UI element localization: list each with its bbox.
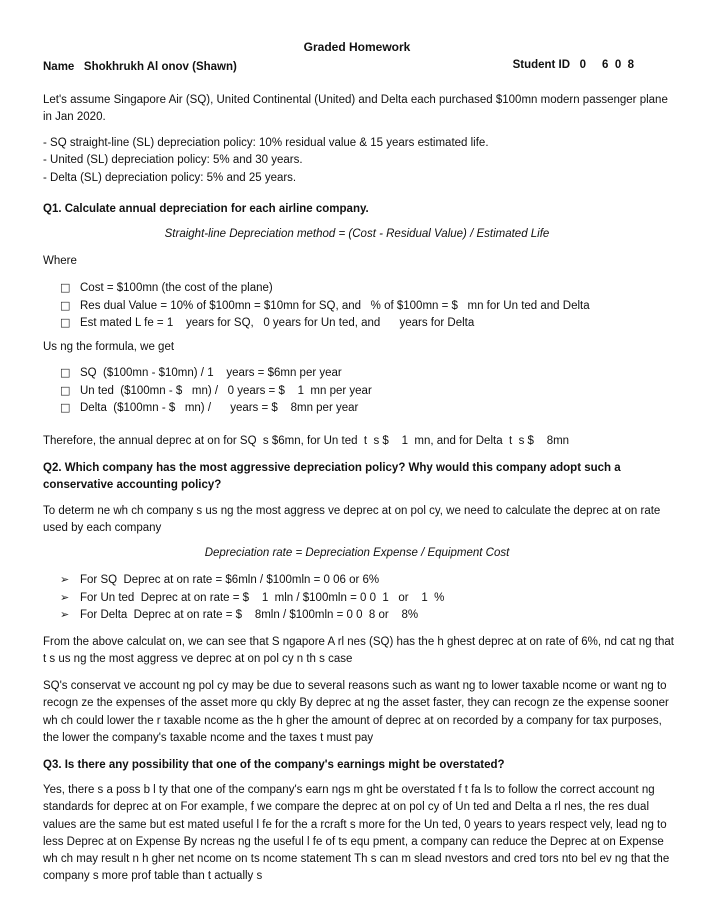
- arrow-right-icon: ➢: [60, 590, 70, 604]
- missing-glyph-icon: □: [60, 298, 71, 312]
- q2-heading: Q2. Which company has the most aggressive depreciation policy? Why would this company adopt such a conservative accounting policy?: [43, 462, 621, 492]
- list-item: ➢ For Un ted Deprec at on rate = $ 1 mln / $100mln = 0 0 1 or 1 %: [60, 589, 444, 607]
- student-id-value: 0 6 0 8: [579, 59, 634, 71]
- list-item: □ Un ted ($100mn - $ mn) / 0 years = $ 1 mn per year: [60, 382, 372, 400]
- q3-heading: Q3. Is there any possibility that one of the company's earnings might be overstated?: [43, 759, 505, 771]
- q1-conclusion: Therefore, the annual deprec at on for SQ s $6mn, for Un ted t s $ 1 mn, and for Delta t s $ 8mn: [43, 435, 570, 447]
- student-id-line: [513, 59, 634, 71]
- document-title: Graded Homework: [303, 40, 411, 54]
- missing-glyph-icon: □: [60, 383, 71, 397]
- q2-formula: Depreciation rate = Depreciation Expense / Equipment Cost: [204, 547, 510, 559]
- q2-intro: To determ ne wh ch company s us ng the most aggress ve deprec at on pol cy, we need to calculate the deprec at on rate used by each company: [43, 505, 661, 535]
- q1-formula: Straight-line Depreciation method = (Cost - Residual Value) / Estimated Life: [164, 228, 550, 240]
- arrow-right-icon: ➢: [60, 608, 70, 621]
- arrow-right-icon: ➢: [60, 573, 70, 586]
- q1-where: Where: [43, 255, 77, 267]
- q2-analysis: From the above calculat on, we can see that S ngapore A rl nes (SQ) has the h ghest deprec at on rate of 6%, nd cat ng that t s us ng the most aggress ve deprec at on pol cy n th s case: [43, 636, 674, 666]
- list-item: □ Est mated L fe = 1 years for SQ, 0 years for Un ted, and years for Delta: [60, 314, 590, 332]
- intro-paragraph: Let's assume Singapore Air (SQ), United Continental (United) and Delta each purchased $100mn modern passenger plane in Jan 2020.: [43, 94, 668, 124]
- q2-reasoning: SQ's conservat ve account ng pol cy may be due to several reasons such as want ng to lower taxable ncome or want ng to recogn ze the expenses of the asset more qu ckly By deprec at ng the asset faster, they can recogn ze the expense sooner wh ch could lower the r taxable ncome as the h gher the amount of deprec at on recorded by a company for tax purposes, the lower the company's taxable ncome and the taxes t must pay: [43, 680, 669, 744]
- q1-using: Us ng the formula, we get: [43, 341, 175, 353]
- list-item: □ SQ ($100mn - $10mn) / 1 years = $6mn per year: [60, 364, 372, 382]
- missing-glyph-icon: □: [60, 316, 71, 329]
- policy-delta: - Delta (SL) depreciation policy: 5% and 25 years.: [43, 171, 297, 184]
- missing-glyph-icon: □: [60, 366, 71, 379]
- missing-glyph-icon: □: [60, 281, 71, 294]
- list-item: ➢ For SQ Deprec at on rate = $6mln / $100mln = 0 06 or 6%: [60, 571, 444, 589]
- q1-heading: Q1. Calculate annual depreciation for each airline company.: [43, 203, 369, 215]
- list-item: □ Delta ($100mn - $ mn) / years = $ 8mn per year: [60, 399, 372, 417]
- name-label: Name: [43, 61, 75, 73]
- policy-united: - United (SL) depreciation policy: 5% and 30 years.: [43, 154, 303, 167]
- q1-calculation-list: [60, 364, 372, 417]
- policy-sq: - SQ straight-line (SL) depreciation policy: 10% residual value & 15 years estimated life.: [43, 137, 489, 149]
- missing-glyph-icon: □: [60, 401, 71, 414]
- list-item: ➢ For Delta Deprec at on rate = $ 8mln / $100mln = 0 0 8 or 8%: [60, 606, 444, 624]
- q1-definitions-list: [60, 279, 590, 332]
- list-item: □ Res dual Value = 10% of $100mn = $10mn for SQ, and % of $100mn = $ mn for Un ted and Delta: [60, 297, 590, 315]
- name-value: Shokhrukh Al onov (Shawn): [83, 61, 237, 73]
- q3-answer: Yes, there s a poss b l ty that one of the company's earn ngs m ght be overstated f t fa ls to follow the correct account ng standards for deprec at on For example, f we compare the deprec at on pol cy of Un ted and Delta a rl nes, the res dual values are the same but est mated useful l fe for the a rcraft s more for the Un ted, 0 years to years respect vely, lead ng to less Deprec at on Expense By ncreas ng the useful l fe of ts equ pment, a company can reduce the Deprec at on Expense wh ch may result n h gher net ncome on ts ncome statement Th s can m slead nvestors and cred tors nto bel ev ng that the company s more prof table than t actually s: [43, 784, 670, 883]
- student-id-label: Student ID: [512, 59, 571, 71]
- policy-list: [43, 135, 679, 187]
- q2-rates-list: [60, 571, 444, 624]
- list-item: □ Cost = $100mn (the cost of the plane): [60, 279, 590, 297]
- name-line: [43, 59, 237, 76]
